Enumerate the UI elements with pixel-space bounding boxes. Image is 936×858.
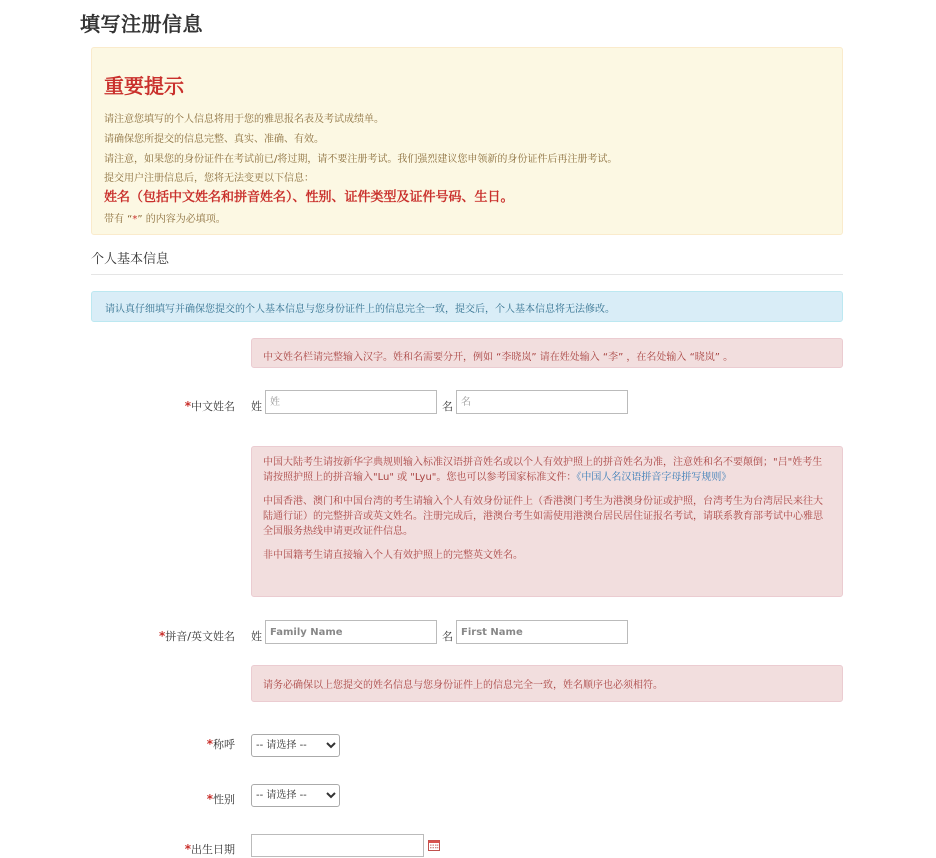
birth-date-label: [150, 841, 235, 857]
pinyin-hint-mainland-text: 中国大陆考生请按新华字典规则输入标准汉语拼音姓名或以个人有效护照上的拼音姓名为准，注意姓和名不要颠倒；"吕"姓考生请按照护照上的拼音输入"Lu" 或 "Lyu"。您也可以参考国家标准文件：: [263, 457, 823, 483]
important-notice: [91, 47, 843, 235]
gender-select[interactable]: [251, 784, 340, 807]
given-name-label: 名: [442, 630, 453, 643]
given-name-label: 名: [442, 400, 453, 413]
required-note-prefix: 带有 “: [104, 214, 133, 225]
page-title: 填写注册信息: [80, 12, 203, 36]
notice-line: 请注意您填写的个人信息将用于您的雅思报名表及考试成绩单。: [104, 114, 384, 125]
pinyin-rules-link[interactable]: 《中国人名汉语拼音字母拼写规则》: [576, 472, 732, 483]
notice-line: 请注意，如果您的身份证件在考试前已/将过期，请不要注册考试。我们强烈建议您申领新的身份证件后再注册考试。: [104, 154, 618, 165]
chinese-name-hint: 中文姓名栏请完整输入汉字。姓和名需要分开，例如 “李晓岚” 请在姓处输入 “李” ，在名处输入 “晓岚” 。: [251, 338, 843, 368]
required-star: *: [206, 737, 213, 751]
gender-label: [150, 791, 235, 807]
birth-date-input[interactable]: [251, 834, 424, 857]
required-star: *: [184, 842, 191, 856]
pinyin-name-hint: [251, 446, 843, 597]
required-note-suffix: ” 的内容为必填项。: [137, 214, 226, 225]
chinese-surname-input[interactable]: [265, 390, 437, 414]
pinyin-surname-input[interactable]: [265, 620, 437, 644]
chinese-name-label-text: 中文姓名: [191, 400, 235, 413]
info-alert: 请认真仔细填写并确保您提交的个人基本信息与您身份证件上的信息完全一致，提交后，个人基本信息将无法修改。: [91, 291, 843, 322]
title-label: [150, 736, 235, 752]
required-star: *: [206, 792, 213, 806]
title-select[interactable]: [251, 734, 340, 757]
pinyin-given-name-input[interactable]: [456, 620, 628, 644]
birth-date-label-text: 出生日期: [191, 843, 235, 856]
pinyin-hint-hkmotw: 中国香港、澳门和中国台湾的考生请输入个人有效身份证件上（香港澳门考生为港澳身份证或护照，台湾考生为台湾居民来往大陆通行证）的完整拼音或英文姓名。注册完成后，港澳台考生如需使用港澳台居民居住证报名考试，请联系教育部考试中心雅思全国服务热线申请更改证件信息。: [263, 496, 823, 537]
required-note: [104, 210, 226, 225]
chinese-given-name-input[interactable]: [456, 390, 628, 414]
pinyin-name-label: [130, 628, 235, 644]
notice-line: 请确保您所提交的信息完整、真实、准确、有效。: [104, 134, 324, 145]
section-heading: 个人基本信息: [91, 248, 843, 275]
surname-label: 姓: [251, 630, 262, 643]
pinyin-hint-foreign: 非中国籍考生请直接输入个人有效护照上的完整英文姓名。: [263, 550, 523, 561]
required-star: *: [184, 399, 191, 413]
pinyin-hint-mainland: [263, 455, 832, 485]
notice-emphasis: 姓名（包括中文姓名和拼音姓名）、性别、证件类型及证件号码、生日。: [104, 190, 514, 205]
surname-label: 姓: [251, 400, 262, 413]
chinese-name-label: [150, 398, 235, 414]
required-star: *: [159, 629, 166, 643]
title-label-text: 称呼: [213, 738, 235, 751]
required-star: *: [132, 214, 138, 225]
notice-line: 提交用户注册信息后，您将无法变更以下信息：: [104, 173, 314, 184]
calendar-icon[interactable]: [428, 840, 440, 851]
notice-title: 重要提示: [104, 74, 184, 98]
pinyin-name-label-text: 拼音/英文姓名: [165, 630, 235, 643]
name-match-hint: 请务必确保以上您提交的姓名信息与您身份证件上的信息完全一致，姓名顺序也必须相符。: [251, 665, 843, 702]
gender-label-text: 性别: [213, 793, 235, 806]
